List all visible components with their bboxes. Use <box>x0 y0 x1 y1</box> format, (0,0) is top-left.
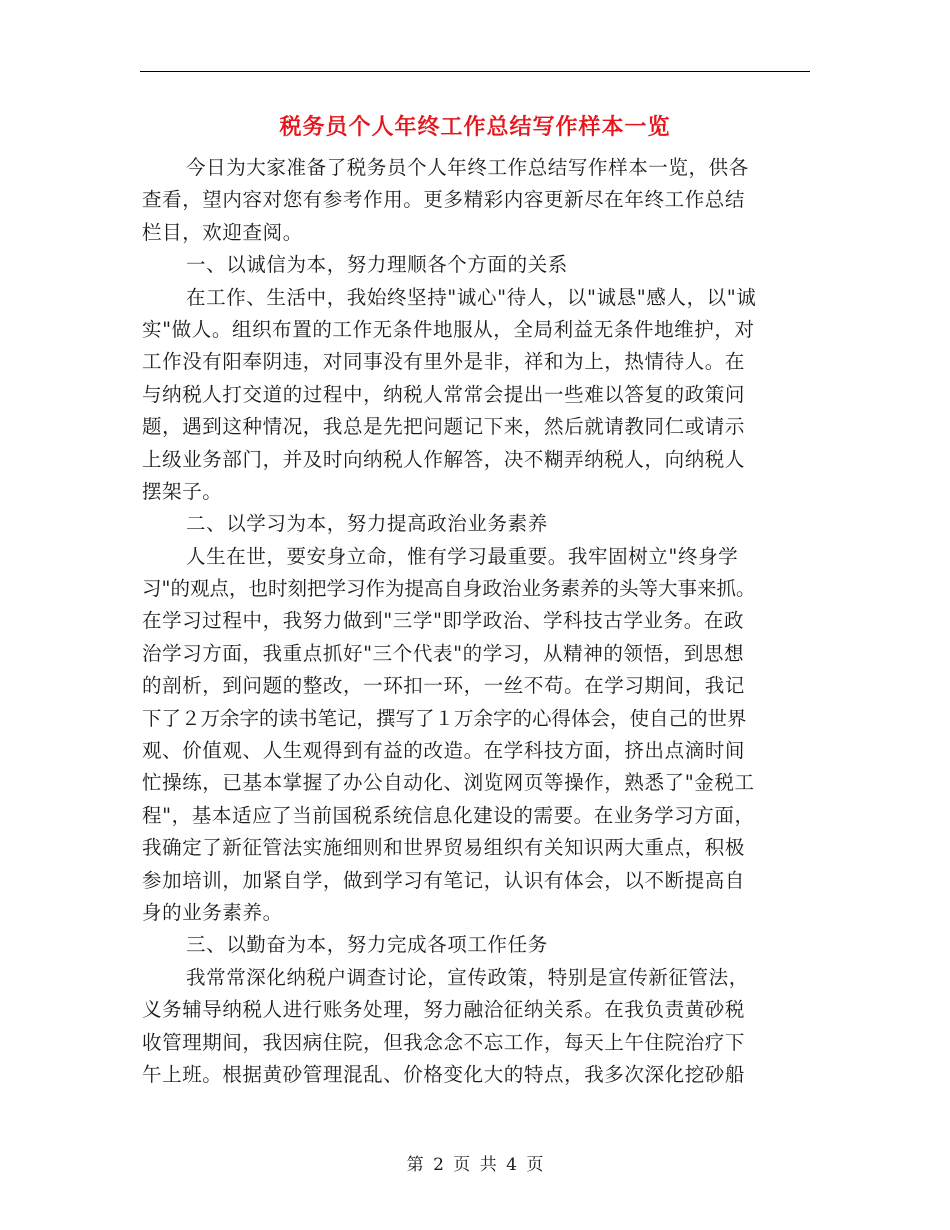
body-line: 在学习过程中，我努力做到"三学"即学政治、学科技古学业务。在政 <box>142 609 745 633</box>
body-line: 身的业务素养。 <box>142 900 283 924</box>
body-line: 观、价值观、人生观得到有益的改造。在学科技方面，挤出点滴时间 <box>142 739 746 763</box>
section-heading-1: 一、以诚信为本，努力理顺各个方面的关系 <box>186 253 568 277</box>
body-line: 忙操练，已基本掌握了办公自动化、浏览网页等操作，熟悉了"金税工 <box>142 771 755 795</box>
body-line: 上级业务部门，并及时向纳税人作解答，决不糊弄纳税人，向纳税人 <box>142 447 746 471</box>
body-line: 与纳税人打交道的过程中，纳税人常常会提出一些难以答复的政策问 <box>142 382 746 406</box>
body-line: 今日为大家准备了税务员个人年终工作总结写作样本一览，供各 <box>186 156 749 179</box>
body-line: 参加培训，加紧自学，做到学习有笔记，认识有体会，以不断提高自 <box>142 868 746 892</box>
section-heading-3: 三、以勤奋为本，努力完成各项工作任务 <box>186 933 548 957</box>
body-line: 查看，望内容对您有参考作用。更多精彩内容更新尽在年终工作总结 <box>142 188 746 212</box>
document-title: 税务员个人年终工作总结写作样本一览 <box>279 114 671 140</box>
body-line: 午上班。根据黄砂管理混乱、价格变化大的特点，我多次深化挖砂船 <box>142 1062 746 1086</box>
document-body <box>142 152 808 1091</box>
body-line: 我常常深化纳税户调查讨论，宣传政策，特别是宣传新征管法， <box>186 965 749 989</box>
body-line: 在工作、生活中，我始终坚持"诚心"待人，以"诚恳"感人，以"诚 <box>186 285 757 309</box>
body-line: 栏目，欢迎查阅。 <box>142 220 303 244</box>
section-heading-2: 二、以学习为本，努力提高政治业务素养 <box>186 512 548 536</box>
body-line: 工作没有阳奉阴违，对同事没有里外是非，祥和为上，热情待人。在 <box>142 350 746 374</box>
body-line: 摆架子。 <box>142 479 223 503</box>
body-line: 人生在世，要安身立命，惟有学习最重要。我牢固树立"终身学 <box>186 544 739 568</box>
body-line: 义务辅导纳税人进行账务处理，努力融洽征纳关系。在我负责黄砂税 <box>142 998 746 1022</box>
body-line: 我确定了新征管法实施细则和世界贸易组织有关知识两大重点，积极 <box>142 836 746 860</box>
body-line: 治学习方面，我重点抓好"三个代表"的学习，从精神的领悟，到思想 <box>142 641 745 665</box>
body-line: 题，遇到这种情况，我总是先把问题记下来，然后就请教同仁或请示 <box>142 415 746 439</box>
body-line: 实"做人。组织布置的工作无条件地服从，全局利益无条件地维护，对 <box>142 317 755 341</box>
body-line: 收管理期间，我因病住院，但我念念不忘工作，每天上午住院治疗下 <box>142 1030 746 1054</box>
body-line: 习"的观点，也时刻把学习作为提高自身政治业务素养的头等大事来抓。 <box>142 577 756 601</box>
body-line: 程"，基本适应了当前国税系统信息化建设的需要。在业务学习方面， <box>142 803 755 827</box>
header-rule <box>140 71 810 72</box>
body-line: 下了２万余字的读书笔记，撰写了１万余字的心得体会，使自己的世界 <box>142 706 747 730</box>
page-footer: 第 2 页 共 4 页 <box>406 1155 544 1175</box>
body-line: 的剖析，到问题的整改，一环扣一环，一丝不苟。在学习期间，我记 <box>142 674 746 698</box>
